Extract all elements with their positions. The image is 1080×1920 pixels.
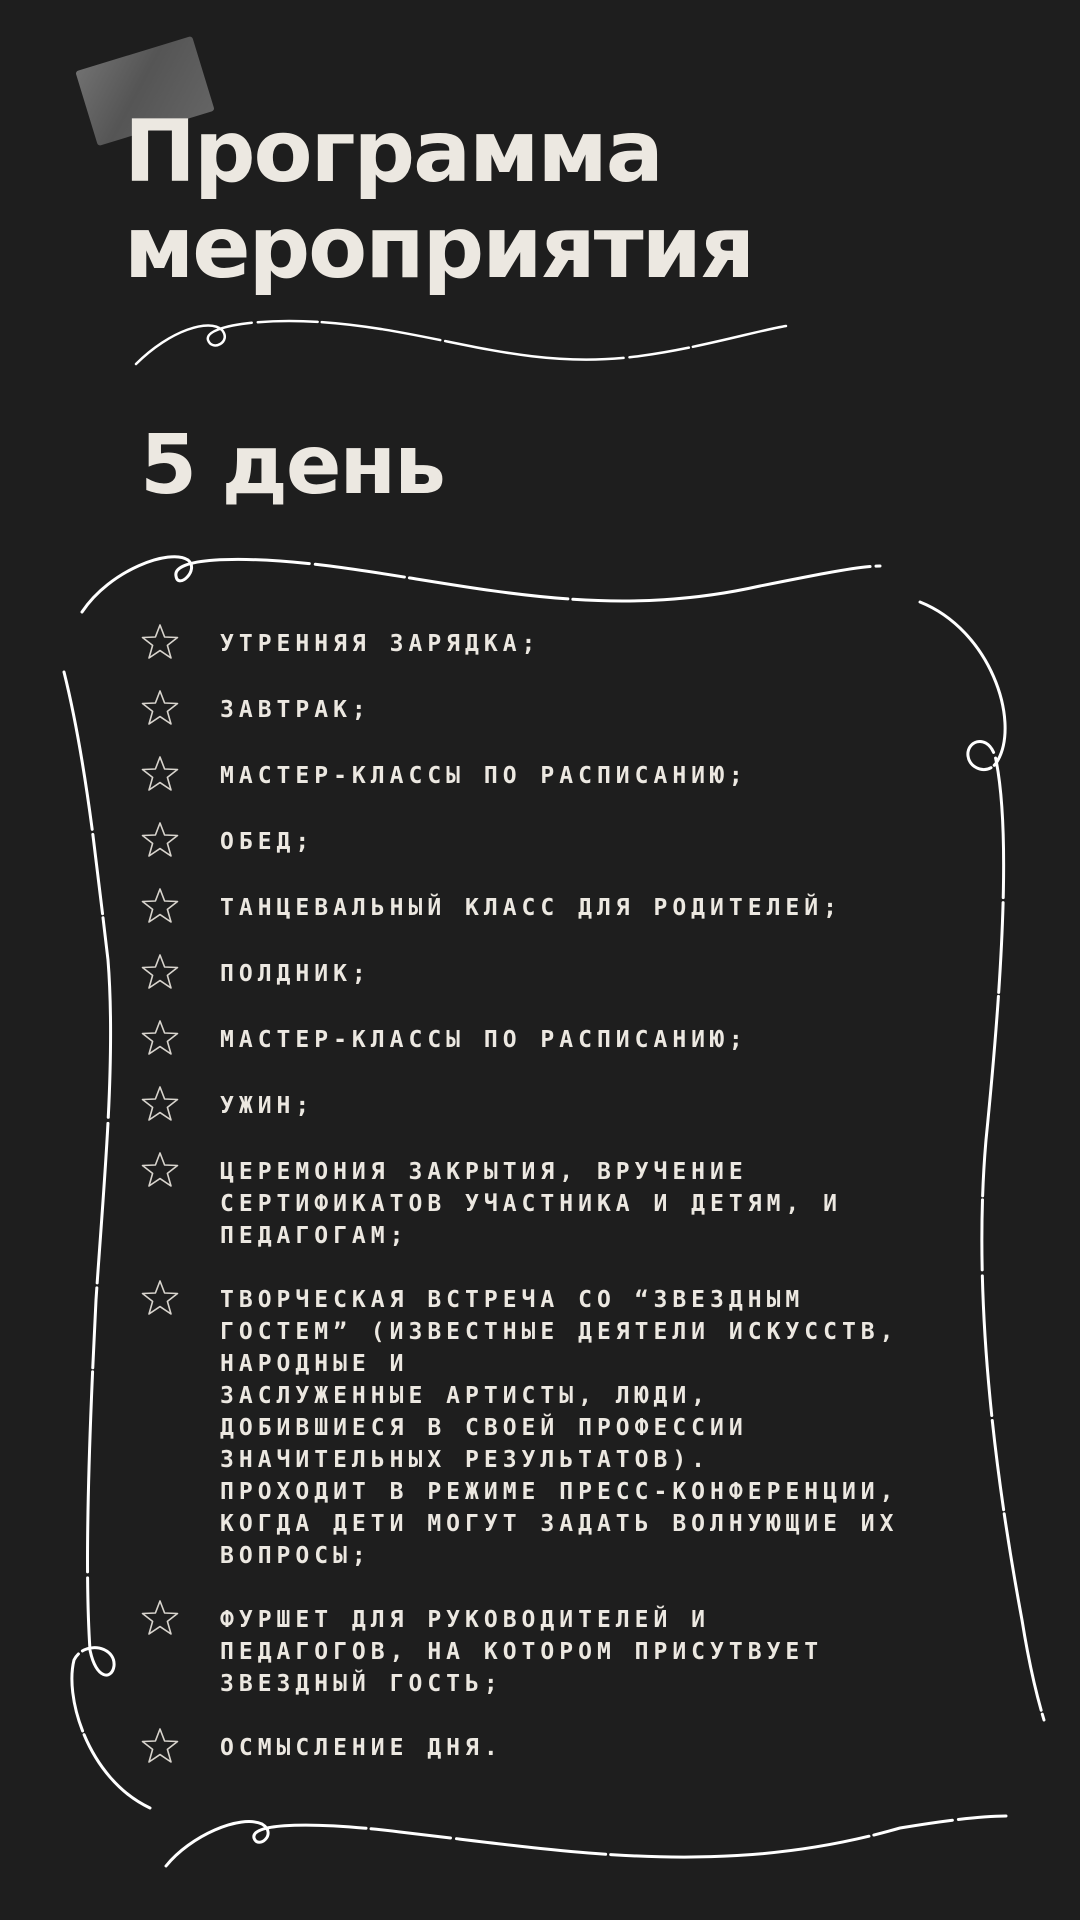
title-line-1: Программа (124, 102, 662, 202)
star-outline-icon (140, 886, 180, 926)
star-outline-icon (140, 1278, 180, 1318)
schedule-item (140, 1604, 960, 1700)
schedule-item (140, 1284, 960, 1572)
star-outline-icon (140, 754, 180, 794)
star-outline-icon (140, 1084, 180, 1124)
star-outline-icon (140, 820, 180, 860)
schedule-item-text: ТВОРЧЕСКАЯ ВСТРЕЧА СО “ЗВЕЗДНЫМ ГОСТЕМ” (ИЗВЕСТНЫЕ ДЕЯТЕЛИ ИСКУССТВ, НАРОДНЫЕ И ЗАСЛУЖЕННЫЕ АРТИСТЫ, ЛЮДИ, ДОБИВШИЕСЯ В СВОЕЙ ПРОФЕССИИ ЗНАЧИТЕЛЬНЫХ РЕЗУЛЬТАТОВ). ПРОХОДИТ В РЕЖИМЕ ПРЕСС-КОНФЕРЕНЦИИ, КОГДА ДЕТИ МОГУТ ЗАДАТЬ ВОЛНУЮЩИЕ ИХ ВОПРОСЫ; (220, 1287, 899, 1569)
schedule-item-text: УЖИН; (220, 1093, 315, 1119)
page-title (124, 104, 753, 296)
schedule-item (140, 760, 960, 794)
schedule-item (140, 1156, 960, 1252)
schedule-list (140, 628, 960, 1798)
schedule-item (140, 892, 960, 926)
star-outline-icon (140, 1726, 180, 1766)
schedule-item-text: ТАНЦЕВАЛЬНЫЙ КЛАСС ДЛЯ РОДИТЕЛЕЙ; (220, 895, 842, 921)
schedule-item (140, 628, 960, 662)
schedule-item-text: ПОЛДНИК; (220, 961, 371, 987)
star-outline-icon (140, 952, 180, 992)
schedule-item-text: ОСМЫСЛЕНИЕ ДНЯ. (220, 1735, 503, 1761)
schedule-item-text: УТРЕННЯЯ ЗАРЯДКА; (220, 631, 541, 657)
schedule-item-text: ОБЕД; (220, 829, 315, 855)
star-outline-icon (140, 688, 180, 728)
day-label: 5 день (140, 418, 444, 513)
star-outline-icon (140, 622, 180, 662)
schedule-item (140, 958, 960, 992)
schedule-item (140, 694, 960, 728)
schedule-item-text: МАСТЕР-КЛАССЫ ПО РАСПИСАНИЮ; (220, 763, 748, 789)
star-outline-icon (140, 1150, 180, 1190)
star-outline-icon (140, 1018, 180, 1058)
schedule-item-text: ФУРШЕТ ДЛЯ РУКОВОДИТЕЛЕЙ И ПЕДАГОГОВ, НА КОТОРОМ ПРИСУТВУЕТ ЗВЕЗДНЫЙ ГОСТЬ; (220, 1607, 824, 1697)
schedule-item (140, 826, 960, 860)
schedule-item (140, 1732, 960, 1766)
schedule-item-text: ЦЕРЕМОНИЯ ЗАКРЫТИЯ, ВРУЧЕНИЕ СЕРТИФИКАТОВ УЧАСТНИКА И ДЕТЯМ, И ПЕДАГОГАМ; (220, 1159, 842, 1249)
schedule-item-text: ЗАВТРАК; (220, 697, 371, 723)
title-line-2: мероприятия (124, 198, 754, 298)
schedule-item (140, 1024, 960, 1058)
schedule-item-text: МАСТЕР-КЛАССЫ ПО РАСПИСАНИЮ; (220, 1027, 748, 1053)
star-outline-icon (140, 1598, 180, 1638)
schedule-item (140, 1090, 960, 1124)
